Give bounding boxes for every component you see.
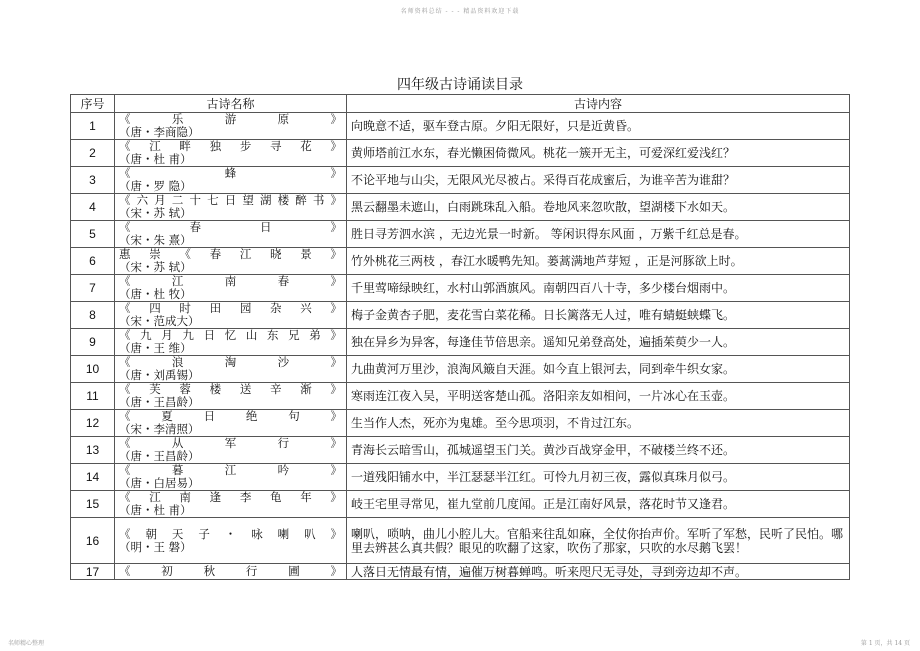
poem-author: （唐・杜 甫） [119,152,192,166]
poem-content: 岐王宅里寻常见，崔九堂前几度闻。正是江南好风景，落花时节又逢君。 [347,491,850,518]
poem-title-char: 子 [198,526,210,541]
poem-name-cell [115,518,347,564]
poem-title-char: 六 [136,193,149,207]
poem-title-char: 》 [330,220,342,234]
row-number: 9 [71,329,115,356]
poem-content: 胜日寻芳泗水滨 ，无边光景一时新。 等闲识得东风面 ，万紫千红总是春。 [347,221,850,248]
poem-title-char: 》 [330,139,342,153]
poem-title-char: 十 [189,193,201,207]
row-number: 2 [71,140,115,167]
poem-content: 生当作人杰，死亦为鬼雄。至今思项羽，不肯过江东。 [347,410,850,437]
page-number: 第 1 页，共 14 页 [860,640,910,647]
poem-title-char: 蓉 [179,382,191,396]
poem-content: 独在异乡为异客，每逢佳节倍思亲。遥知兄弟登高处，遍插茱萸少一人。 [347,329,850,356]
table-row [71,464,850,491]
poem-name-cell [115,410,347,437]
poem-title-char: 》 [330,328,342,342]
row-number: 16 [71,518,115,564]
poem-title-char: 寻 [270,139,282,153]
poem-title-char: 月 [154,193,166,207]
poem-title-char: 日 [203,328,216,342]
poem-title-char: 龟 [270,490,282,504]
poem-title-char: 九 [182,328,194,342]
poem-title-char: 田 [209,301,222,315]
table-header-row [71,95,850,113]
poem-title-char: 天 [171,526,184,541]
poem-title-char: 二 [171,193,184,207]
poem-title-char: 景 [300,247,312,261]
table-row [71,329,850,356]
poem-name-cell [115,564,347,580]
page-title: 四年级古诗诵读目录 [397,77,523,93]
table-row [71,194,850,221]
poem-content: 竹外桃花三两枝 ，春江水暖鸭先知。蒌蒿满地芦芽短 ，正是河豚欲上时。 [347,248,850,275]
poem-title-char: 渐 [300,382,312,396]
poem-title-char: 浪 [171,355,184,369]
poem-title-char: 》 [330,247,342,261]
poem-title-char: 沙 [277,355,290,369]
poem-title-char: 《 [119,409,131,423]
column-header-name: 古诗名称 [115,95,347,113]
poem-title-char: 江 [224,463,237,477]
row-number: 8 [71,302,115,329]
poem-title-char: 九 [140,328,152,342]
table-row [71,302,850,329]
poem-content: 千里莺啼绿映红，水村山郭酒旗风。南朝四百八十寺，多少楼台烟雨中。 [347,275,850,302]
poem-name-cell [115,356,347,383]
poem-author: （宋・苏 轼） [119,260,192,274]
poem-content: 黄师塔前江水东，春光懒困倚微风。桃花一簇开无主，可爱深红爱浅红？ [347,140,850,167]
poem-title-char: 日 [260,220,272,234]
poem-title-char: 江 [149,139,161,153]
poem-title-char: 春 [209,247,222,261]
poem-title-char: 芙 [149,382,161,396]
poem-content: 人落日无情最有情，遍催万树暮蝉鸣。听来咫尺无寻处，寻到旁边却不声。 [347,564,850,580]
poem-name-cell [115,194,347,221]
table-row [71,518,850,564]
poem-name-cell [115,329,347,356]
table-row [71,564,850,580]
table-row [71,275,850,302]
poem-title-char: 游 [224,112,237,126]
poem-title-char: 《 [119,220,131,234]
poem-title-char: 行 [245,564,258,578]
poem-title-char: 《 [119,564,131,578]
poem-title [119,528,342,541]
page-header-text: 名师资料总结 - - - 精品资料欢迎下载 [400,8,520,15]
poem-title-char: 惠 [119,247,131,261]
poem-title-char: 乐 [171,112,184,126]
poem-author: （宋・苏 轼） [119,206,192,220]
poem-title-char: 《 [119,193,131,207]
poem-content: 一道残阳铺水中，半江瑟瑟半江红。可怜九月初三夜，露似真珠月似弓。 [347,464,850,491]
poem-title-char: 句 [288,409,300,423]
table-row [71,221,850,248]
row-number: 7 [71,275,115,302]
poem-author: （宋・朱 熹） [119,233,192,247]
poem-author: （唐・杜 甫） [119,503,192,517]
table-body [71,113,850,580]
poem-title-char: 朝 [145,526,157,541]
poem-name-cell [115,113,347,140]
poem-author: （唐・李商隐） [119,125,200,139]
table-row [71,410,850,437]
poem-title-char: 》 [330,564,342,578]
poem-title-char: 醉 [295,193,307,207]
poem-content: 不论平地与山尖，无限风光尽被占。采得百花成蜜后，为谁辛苦为谁甜？ [347,167,850,194]
poem-author: （唐・罗 隐） [119,179,192,193]
poem-title-char: 日 [203,409,216,423]
poem-title-char: 书 [312,193,325,207]
poem-title-char: 南 [179,490,191,504]
poem-title-char: 春 [277,274,290,288]
row-number: 15 [71,491,115,518]
poem-name-cell [115,302,347,329]
poem-title-char: 月 [161,328,173,342]
poem-title-char: 淘 [224,355,237,369]
row-number: 10 [71,356,115,383]
poem-author: （宋・范成大） [119,314,200,328]
poem-content: 梅子金黄杏子肥，麦花雪白菜花稀。日长篱落无人过，唯有蜻蜓蛱蝶飞。 [347,302,850,329]
poem-title-char: 》 [330,409,342,423]
poem-title-char: 《 [119,526,131,541]
row-number: 1 [71,113,115,140]
poem-title-char: 《 [119,382,131,396]
row-number: 6 [71,248,115,275]
poem-content: 寒雨连江夜入吴，平明送客楚山孤。洛阳亲友如相问，一片冰心在玉壶。 [347,383,850,410]
poem-title-char: 》 [330,436,342,450]
poem-title-char: 《 [119,463,131,477]
poem-title-char: 夏 [161,409,173,423]
poem-name-cell [115,221,347,248]
poem-name-cell [115,437,347,464]
poem-title-char: 忆 [224,328,237,342]
poem-author: （唐・王昌龄） [119,395,200,409]
poem-table [70,94,850,580]
poem-title-char: 时 [179,301,191,315]
poem-title-char: 《 [179,247,191,261]
poem-title-char: 《 [119,436,131,450]
poem-title-char: 江 [149,490,161,504]
poem-title-char: 《 [119,490,131,504]
row-number: 17 [71,564,115,580]
poem-title-char: 春 [189,220,201,234]
poem-content: 九曲黄河万里沙，浪淘风簸自天涯。如今直上银河去，同到牵牛织女家。 [347,356,850,383]
poem-title-char: 》 [330,166,342,180]
poem-title-char: 叭 [304,526,316,541]
poem-title-char: 畔 [179,139,191,153]
poem-title-char: 咏 [251,526,263,541]
poem-title-char: 绝 [245,409,258,423]
row-number: 12 [71,410,115,437]
poem-title [119,565,342,578]
poem-title-char: 《 [119,139,131,153]
poem-name-cell [115,140,347,167]
poem-author: （唐・刘禹锡） [119,368,200,382]
poem-title-char: 从 [171,436,184,450]
poem-author: （唐・白居易） [119,476,200,490]
poem-title-char: 江 [171,274,184,288]
footer-left-text: 名师精心整理 [8,640,45,647]
poem-title-char: 东 [266,328,279,342]
poem-content: 喇叭，唢呐，曲儿小腔儿大。官船来往乱如麻，全仗你抬声价。军听了军愁，民听了民怕。哪里去辨甚么真共假？眼见的吹翻了这家，吹伤了那家，只吹的水尽鹅飞罢！ [347,518,850,564]
column-header-content: 古诗内容 [347,95,850,113]
poem-title-char: 》 [330,463,342,477]
poem-name-cell [115,248,347,275]
poem-title-char: 湖 [260,193,272,207]
poem-title-char: 年 [300,490,312,504]
poem-title-char: ・ [224,526,237,541]
poem-title-char: 行 [277,436,290,450]
poem-name-cell [115,167,347,194]
table-row [71,383,850,410]
poem-title-char: 》 [330,274,342,288]
poem-title-char: 花 [300,139,312,153]
poem-title-char: 《 [119,112,131,126]
poem-name-cell [115,464,347,491]
row-number: 11 [71,383,115,410]
row-number: 3 [71,167,115,194]
poem-title-char: 逢 [209,490,222,504]
poem-content: 黑云翻墨未遮山，白雨跳珠乱入船。卷地风来忽吹散，望湖楼下水如天。 [347,194,850,221]
poem-author: （宋・李清照） [119,422,200,436]
poem-title-char: 望 [242,193,254,207]
poem-title-char: 》 [330,490,342,504]
poem-author: （唐・王昌龄） [119,449,200,463]
poem-title-char: 《 [119,166,131,180]
row-number: 14 [71,464,115,491]
poem-title-char: 》 [330,382,342,396]
poem-title-char: 楼 [209,382,222,396]
poem-title-char: 山 [245,328,258,342]
poem-title-char: 《 [119,328,131,342]
poem-content: 青海长云暗雪山，孤城遥望玉门关。黄沙百战穿金甲，不破楼兰终不还。 [347,437,850,464]
poem-title-char: 吟 [277,463,290,477]
poem-title-char: 》 [330,355,342,369]
poem-title-char: 园 [239,301,252,315]
poem-title-char: 兴 [300,301,312,315]
row-number: 13 [71,437,115,464]
row-number: 4 [71,194,115,221]
poem-author: （唐・王 维） [119,341,192,355]
table-row [71,167,850,194]
poem-title-char: 南 [224,274,237,288]
poem-title-char: 原 [277,112,290,126]
table-row [71,437,850,464]
column-header-number: 序号 [71,95,115,113]
poem-title-char: 》 [330,112,342,126]
poem-title-char: 江 [239,247,252,261]
poem-title-char: 崇 [149,247,161,261]
poem-title-char: 弟 [309,328,321,342]
poem-title-char: 送 [239,382,252,396]
poem-title-char: 楼 [277,193,290,207]
poem-title-char: 》 [330,301,342,315]
poem-title-char: 《 [119,274,131,288]
poem-title-char: 《 [119,301,131,315]
poem-title-char: 步 [239,139,252,153]
table-row [71,491,850,518]
poem-title-char: 圃 [288,564,300,578]
poem-title-char: 七 [207,193,219,207]
poem-name-cell [115,383,347,410]
poem-name-cell [115,491,347,518]
poem-title-char: 兄 [288,328,300,342]
poem-title-char: 》 [330,526,342,541]
poem-author: （明・王 磐） [119,539,192,554]
poem-name-cell [115,275,347,302]
poem-title-char: 晓 [270,247,282,261]
poem-title-char: 独 [209,139,222,153]
poem-title-char: 喇 [277,526,290,541]
poem-author: （唐・杜 牧） [119,287,192,301]
poem-title-char: 初 [161,564,173,578]
row-number: 5 [71,221,115,248]
poem-title-char: 》 [330,193,342,207]
poem-title-char: 日 [224,193,237,207]
table-row [71,248,850,275]
poem-title-char: 蜂 [224,166,237,180]
poem-content: 向晚意不适，驱车登古原。夕阳无限好，只是近黄昏。 [347,113,850,140]
poem-title-char: 《 [119,355,131,369]
poem-title-char: 暮 [171,463,184,477]
poem-title-char: 李 [239,490,252,504]
poem-title-char: 军 [224,436,237,450]
poem-title-char: 四 [149,301,161,315]
poem-title-char: 杂 [270,301,282,315]
table-row [71,356,850,383]
table-row [71,140,850,167]
poem-title-char: 辛 [270,382,282,396]
table-row [71,113,850,140]
poem-title-char: 秋 [203,564,216,578]
